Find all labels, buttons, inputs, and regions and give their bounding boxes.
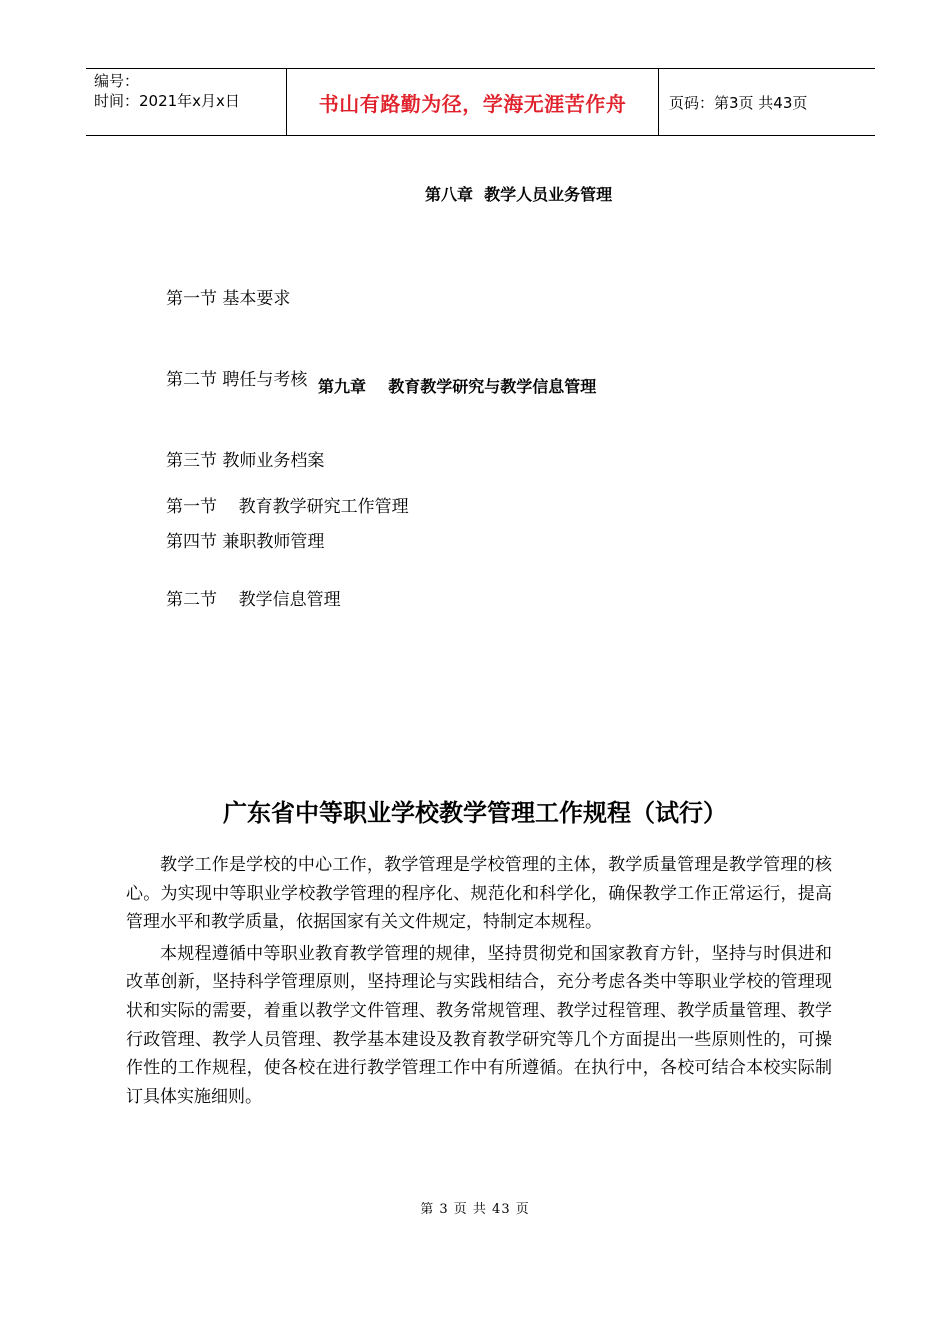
page-footer: 第 3 页 共 43 页 <box>420 1202 530 1217</box>
paragraph: 本规程遵循中等职业教育教学管理的规律，坚持贯彻党和国家教育方针，坚持与时俱进和改革创新，坚持科学管理原则，坚持理论与实践相结合，充分考虑各类中等职业学校的管理现状和实际的需要，着重以教学文件管理、教务常规管理、教学过程管理、教学质量管理、教学行政管理、教学人员管理、教学基本建设及教育教学研究等几个方面提出一些原则性的，可操作性的工作规程，使各校在进行教学管理工作中有所遵循。在执行中，各校可结合本校实际制订具体实施细则。 <box>126 943 832 1107</box>
document-body <box>126 851 832 1114</box>
section-item: 第二节 聘任与考核 <box>166 370 308 390</box>
header-table <box>86 68 875 136</box>
section-list <box>166 430 409 647</box>
header-page-cell <box>659 69 875 135</box>
number-label: 编号： <box>94 72 140 90</box>
paragraph: 教学工作是学校的中心工作，教学管理是学校管理的主体，教学质量管理是教学管理的核心。为实现中等职业学校教学管理的程序化、规范化和科学化，确保教学工作正常运行，提高管理水平和教学质量，依据国家有关文件规定，特制定本规程。 <box>126 855 832 933</box>
section-item: 第二节 教学信息管理 <box>166 590 341 610</box>
section-item: 第四节 兼职教师管理 <box>166 532 325 552</box>
chapter-heading: 第九章 教育教学研究与教学信息管理 <box>318 377 597 396</box>
section-item: 第三节 教师业务档案 <box>166 451 325 471</box>
document-title: 广东省中等职业学校教学管理工作规程（试行） <box>223 799 727 827</box>
page-info: 页码：第3页 共43页 <box>669 93 808 112</box>
date-label: 时间：2021年x月x日 <box>94 92 240 110</box>
motto: 书山有路勤为径，学海无涯苦作舟 <box>318 91 627 116</box>
chapter-heading: 第八章 教学人员业务管理 <box>425 185 613 204</box>
header-meta-cell <box>86 69 286 135</box>
section-item: 第一节 基本要求 <box>166 289 291 309</box>
header-motto-cell <box>286 69 659 135</box>
section-item: 第一节 教育教学研究工作管理 <box>166 497 409 517</box>
